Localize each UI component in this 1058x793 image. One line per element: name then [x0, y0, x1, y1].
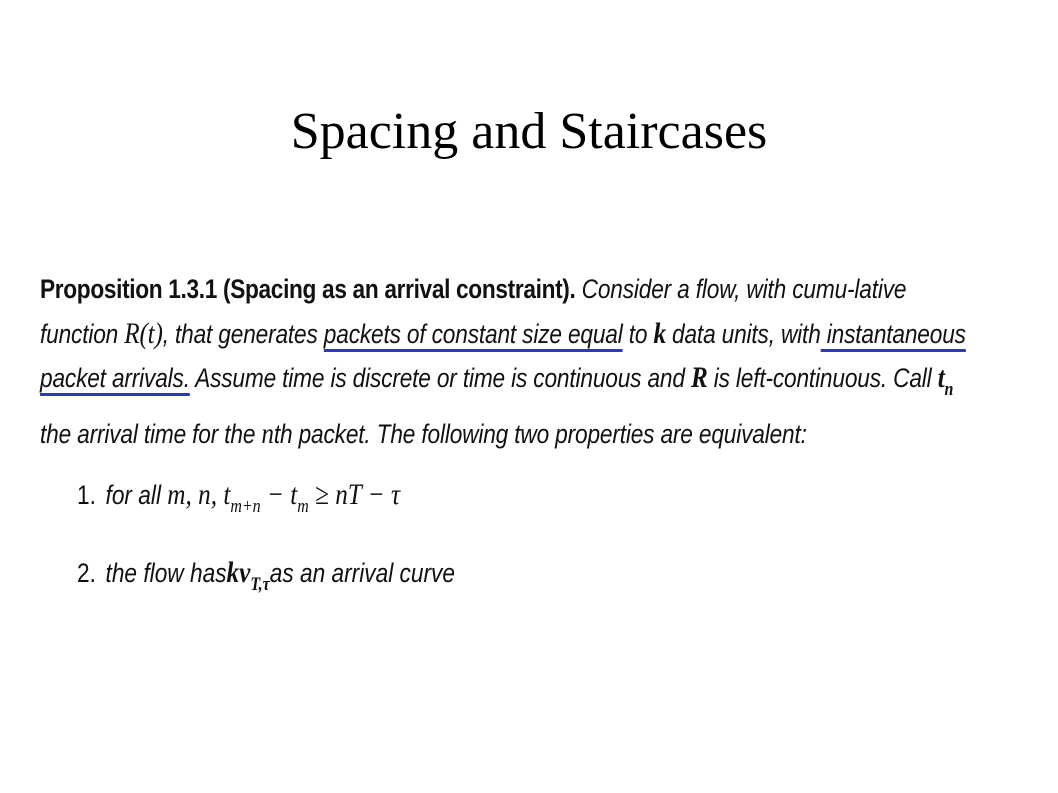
math-expression: [227, 556, 270, 596]
proposition-paragraph: [40, 268, 989, 456]
math-subscript: n: [944, 379, 954, 400]
math-t: t: [223, 478, 231, 511]
math-t: t: [290, 478, 298, 511]
slide-title: Spacing and Staircases: [290, 103, 768, 160]
list-text: as an arrival curve: [269, 558, 456, 588]
proposition-text: th packet. The following two properties are equivalent:: [273, 418, 807, 449]
math-expression: [223, 478, 400, 518]
list-text: the flow has: [105, 558, 227, 588]
proposition-text: to: [622, 318, 654, 349]
math-symbol: R(t): [124, 316, 163, 350]
math-symbol: k: [653, 316, 666, 350]
math-symbol: [937, 361, 954, 400]
math-subscript: m+n: [230, 496, 261, 517]
list-text: for all: [105, 480, 161, 510]
math-subscript: T,τ: [250, 574, 270, 595]
math-rhs: ≥ nT − τ: [308, 478, 400, 511]
math-t: t: [937, 361, 945, 394]
proposition-excerpt: [40, 268, 966, 634]
proposition-text: data units, with: [665, 318, 821, 349]
math-expression: m, n,: [167, 478, 218, 511]
proposition-text: Consider a flow, with cumu-lative function: [40, 274, 907, 349]
list-item: [77, 556, 846, 634]
math-symbol: R: [690, 361, 708, 394]
list-number: 2.: [76, 558, 96, 588]
proposition-text: , that generates: [162, 318, 324, 349]
equivalent-properties-list: [40, 478, 846, 634]
math-operator: −: [260, 478, 291, 511]
proposition-text: the arrival time for the: [40, 418, 262, 449]
list-item: [77, 478, 846, 556]
highlighted-phrase: instantaneous packet arrivals.: [40, 318, 966, 393]
math-kv: kv: [226, 556, 251, 589]
math-subscript: m: [297, 496, 309, 517]
proposition-text: Assume time is discrete or time is continuous and: [189, 363, 691, 393]
proposition-text: is left-continuous. Call: [707, 363, 938, 393]
list-number: 1.: [76, 480, 96, 510]
math-symbol: n: [261, 416, 274, 450]
proposition-heading: Proposition 1.3.1 (Spacing as an arrival constraint).: [40, 274, 576, 304]
highlighted-phrase: packets of constant size equal: [323, 318, 623, 349]
